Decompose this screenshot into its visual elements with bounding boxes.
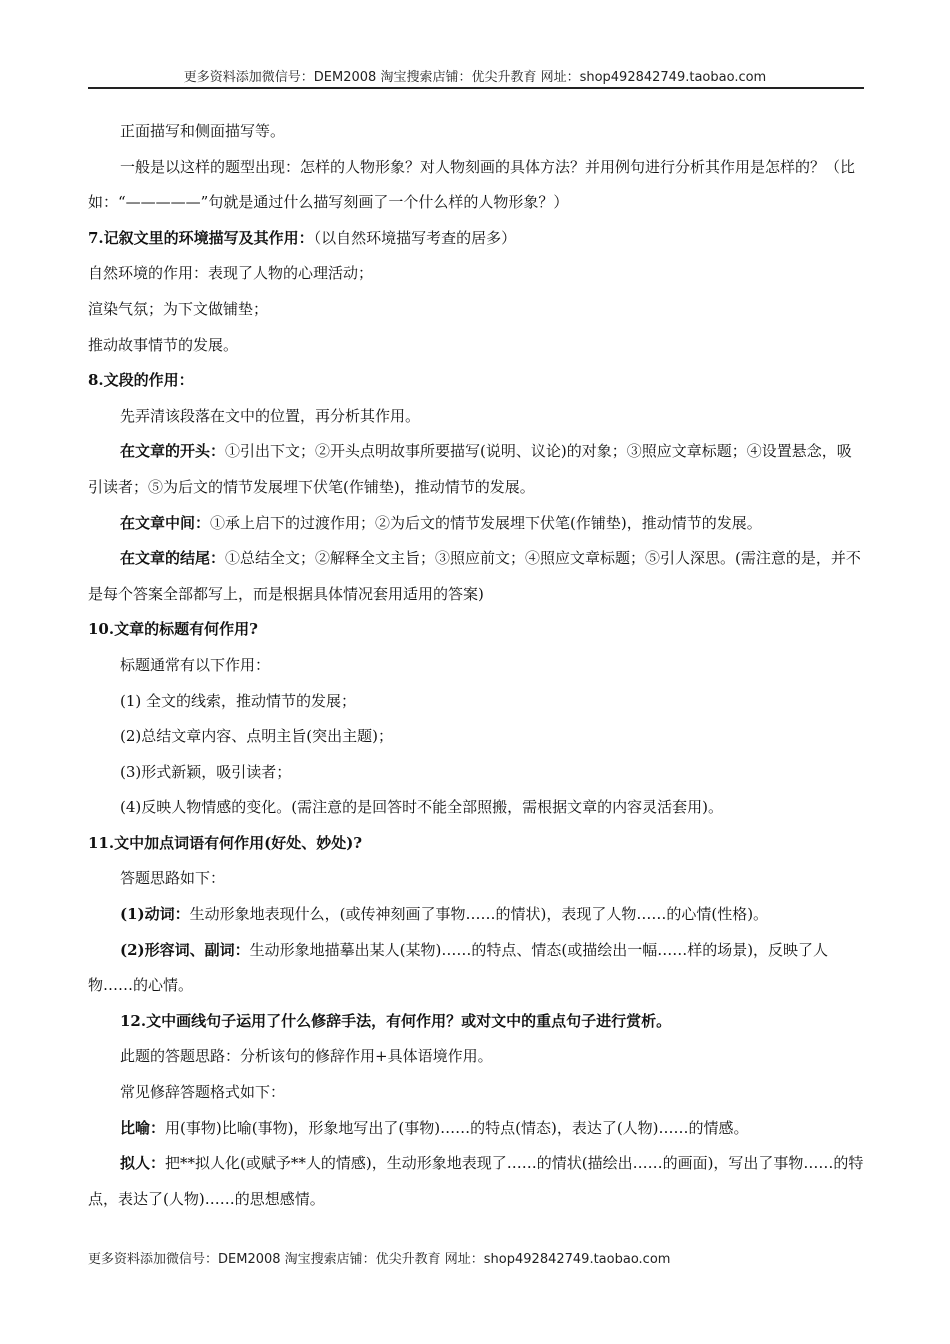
section-note: （以自然环境描写考查的居多）: [313, 228, 517, 247]
paragraph: 渲染气氛；为下文做铺垫；: [88, 299, 269, 318]
paragraph: 推动故事情节的发展。: [88, 335, 239, 354]
section-heading-7: [88, 221, 864, 257]
list-item: (1) 全文的线索，推动情节的发展；: [120, 691, 357, 710]
text: ①引出下文；②开头点明故事所要描写(说明、议论)的对象；③照应文章标题；④设置悬念，吸引读者；⑤为后文的情节发展埋下伏笔(作铺垫)，推动情节的发展。: [88, 442, 852, 496]
text: ①承上启下的过渡作用；②为后文的情节发展埋下伏笔(作铺垫)，推动情节的发展。: [210, 513, 762, 532]
paragraph: 一般是以这样的题型出现：怎样的人物形象？对人物刻画的具体方法？并用例句进行分析其作用是怎样的？（比如：“—————”句就是通过什么描写刻画了一个什么样的人物形象？）: [88, 157, 856, 212]
paragraph: [88, 434, 864, 505]
paragraph: 常见修辞答题格式如下：: [120, 1083, 286, 1102]
page-header: 更多资料添加微信号：DEM2008 淘宝搜索店铺：优尖升教育 网址：shop492842749.taobao.com: [183, 70, 767, 85]
label: 比喻：: [120, 1118, 166, 1137]
section-heading-8: 8.文段的作用：: [88, 371, 194, 390]
text: 生动形象地表现什么，(或传神刻画了事物……的情状)，表现了人物……的心情(性格)。: [189, 905, 769, 924]
paragraph: [88, 541, 864, 612]
paragraph: [88, 1111, 864, 1147]
list-item: (4)反映人物情感的变化。(需注意的是回答时不能全部照搬，需根据文章的内容灵活套用)。: [120, 798, 723, 817]
paragraph: 此题的答题思路：分析该句的修辞作用+具体语境作用。: [120, 1047, 493, 1066]
text: 把**拟人化(或赋予**人的情感)，生动形象地表现了……的情状(描绘出……的画面)，写出了事物……的特点，表达了(人物)……的思想感情。: [88, 1154, 864, 1208]
label: 在文章的结尾：: [120, 549, 226, 568]
paragraph: 自然环境的作用：表现了人物的心理活动；: [88, 264, 374, 283]
page-footer: 更多资料添加微信号：DEM2008 淘宝搜索店铺：优尖升教育 网址：shop492842749.taobao.com: [88, 1252, 671, 1267]
paragraph: [88, 1146, 864, 1217]
label: 在文章中间：: [120, 513, 211, 532]
list-item: (3)形式新颖，吸引读者；: [120, 762, 292, 781]
label: 拟人：: [120, 1154, 166, 1173]
paragraph: [88, 933, 864, 1004]
paragraph: 先弄清该段落在文中的位置，再分析其作用。: [120, 406, 421, 425]
paragraph: 答题思路如下：: [120, 869, 226, 888]
label: (1)动词：: [120, 905, 190, 924]
section-heading-10: 10.文章的标题有何作用?: [88, 620, 258, 639]
paragraph: 标题通常有以下作用：: [120, 655, 271, 674]
paragraph: [88, 897, 864, 933]
section-heading-11: 11.文中加点词语有何作用(好处、妙处)?: [88, 833, 363, 852]
text: 生动形象地描摹出某人(某物)……的特点、情态(或描绘出一幅……样的场景)，反映了人物……的心情。: [88, 940, 829, 995]
section-title: 7.记叙文里的环境描写及其作用：: [88, 228, 314, 247]
document-body: [88, 114, 864, 1217]
header-divider: [88, 87, 864, 89]
paragraph: 正面描写和侧面描写等。: [120, 122, 286, 140]
list-item: (2)总结文章内容、点明主旨(突出主题)；: [120, 727, 393, 746]
paragraph: [88, 506, 864, 542]
label: (2)形容词、副词：: [120, 940, 250, 959]
section-heading-12: 12.文中画线句子运用了什么修辞手法，有何作用？或对文中的重点句子进行赏析。: [120, 1011, 672, 1030]
text: ①总结全文；②解释全文主旨；③照应前文；④照应文章标题；⑤引人深思。(需注意的是，并不是每个答案全部都写上，而是根据具体情况套用适用的答案): [88, 549, 861, 603]
text: 用(事物)比喻(事物)，形象地写出了(事物)……的特点(情态)，表达了(人物)……的情感。: [165, 1118, 749, 1137]
label: 在文章的开头：: [120, 442, 226, 461]
